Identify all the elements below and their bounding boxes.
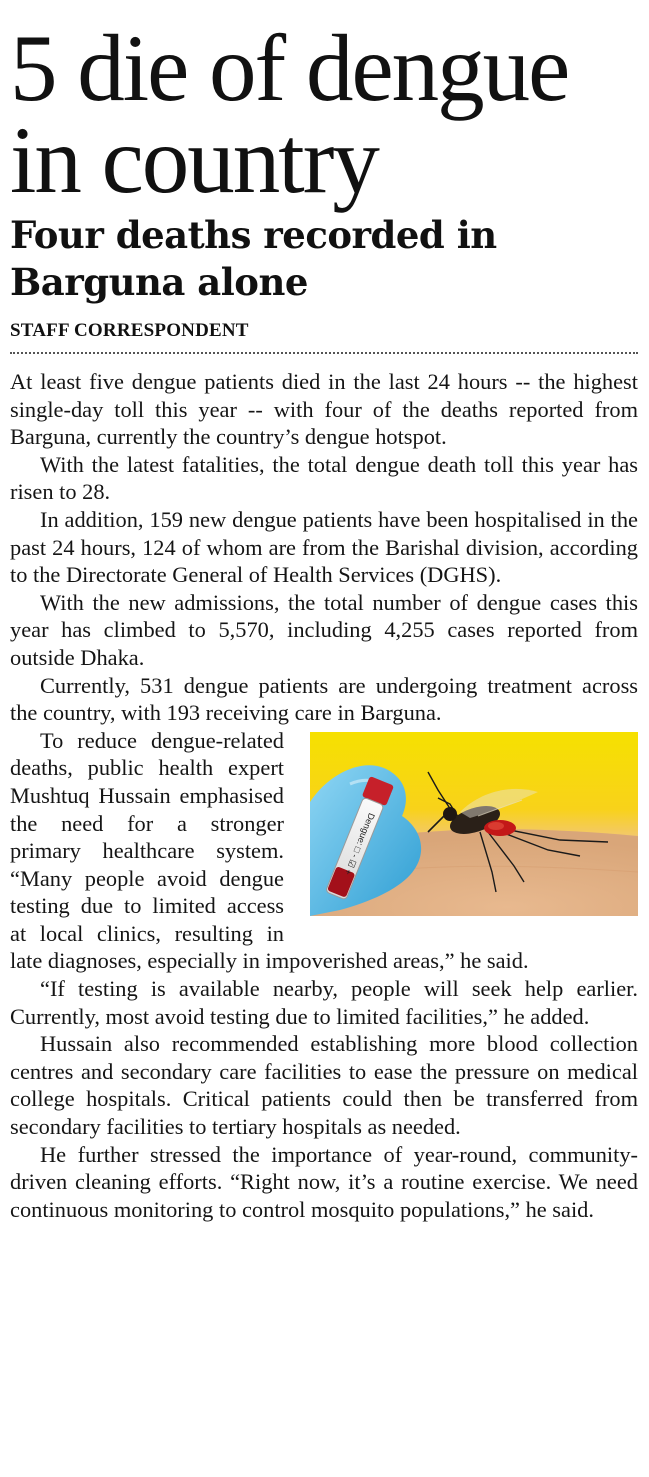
byline: STAFF CORRESPONDENT — [10, 320, 249, 341]
mosquito-and-test-tube-photo — [310, 732, 638, 916]
paragraph-8: Hussain also recommended establishing more blood collection centres and secondary care facilities to ease the pressure on medical college hospitals. Critical patients could then be transferred from secondary facilities to tertiary hospitals as needed. — [10, 1031, 638, 1140]
paragraph-2: With the latest fatalities, the total dengue death toll this year has risen to 28. — [10, 451, 638, 505]
news-article — [10, 0, 638, 1223]
paragraph-7: “If testing is available nearby, people will seek help earlier. Currently, most avoid testing due to limited facilities,” he added. — [10, 976, 638, 1029]
article-photo — [310, 732, 638, 916]
subheadline: Four deaths recorded in Barguna alone — [10, 213, 497, 304]
dotted-divider — [10, 352, 638, 354]
paragraph-9: He further stressed the importance of year-round, community-driven cleaning efforts. “Right now, it’s a routine exercise. We need continuous monitoring to control mosquito populations,” he said. — [10, 1141, 638, 1222]
headline: 5 die of dengue in country — [10, 15, 569, 213]
paragraph-6: To reduce dengue-related deaths, public health expert Mushtuq Hussain emphasised the need for a stronger primary healthcare system. “Many people avoid dengue testing due to limited access at local clinics, resulting in late diagnoses, especially in impoverished areas,” he said. — [10, 727, 529, 974]
article-body — [10, 368, 638, 1223]
tube-label: Dengue: □ - ☑ + — [342, 811, 377, 877]
paragraph-3: In addition, 159 new dengue patients have been hospitalised in the past 24 hours, 124 of whom are from the Barishal division, according to the Directorate General of Health Services (DGHS). — [10, 506, 638, 588]
paragraph-5: Currently, 531 dengue patients are undergoing treatment across the country, with 193 receiving care in Barguna. — [10, 672, 638, 726]
paragraph-4: With the new admissions, the total number of dengue cases this year has climbed to 5,570, including 4,255 cases reported from outside Dhaka. — [10, 589, 638, 670]
paragraph-1: At least five dengue patients died in the last 24 hours -- the highest single-day toll this year -- with four of the deaths reported from Barguna, currently the country’s dengue hotspot. — [10, 369, 638, 450]
